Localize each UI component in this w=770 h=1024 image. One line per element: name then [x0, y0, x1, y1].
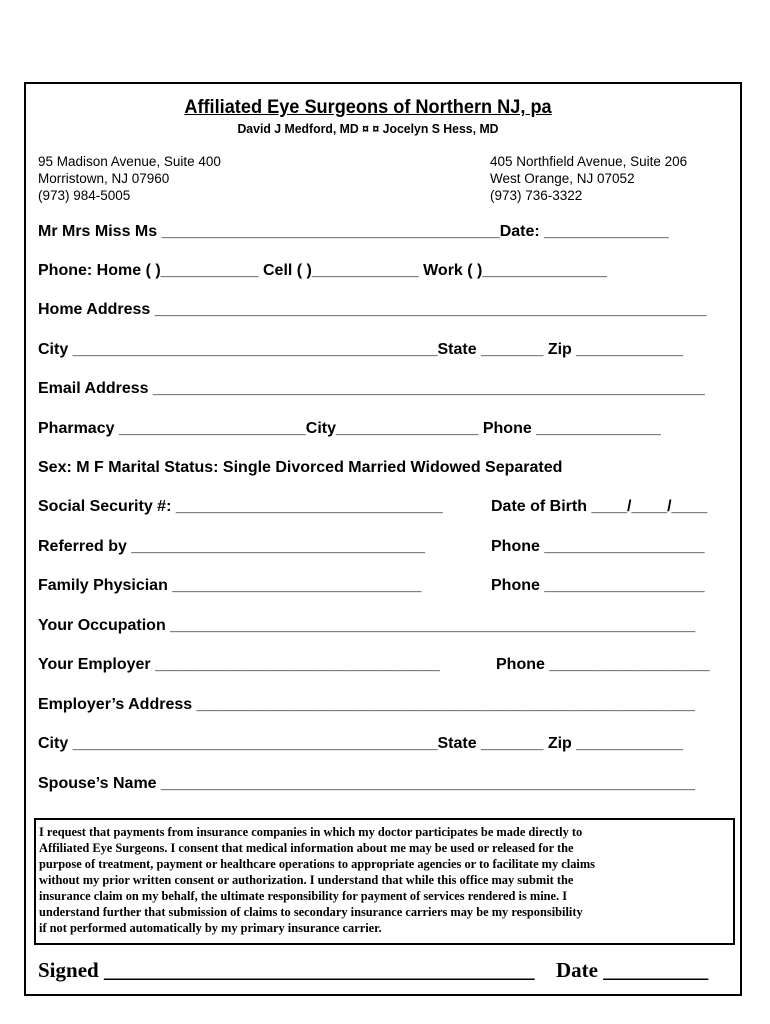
employer-address-field[interactable]: Employer’s Address ________________________________________________________ — [38, 696, 695, 713]
consent-line: insurance claim on my behalf, the ultimate responsibility for payment of services rendered is mine. I — [39, 889, 568, 903]
office-left-line: (973) 984-5005 — [38, 188, 131, 203]
consent-line: understand further that submission of claims to secondary insurance carriers may be my responsibility — [39, 905, 583, 919]
office-right-address — [490, 153, 687, 204]
signature-field[interactable]: Signed _________________________________________ — [38, 958, 535, 982]
office-left-line: Morristown, NJ 07960 — [38, 171, 170, 186]
insurance-consent-box — [34, 818, 735, 945]
doctors-line: David J Medford, MD ¤ ¤ Jocelyn S Hess, MD — [237, 121, 499, 136]
office-right-line: (973) 736-3322 — [490, 188, 583, 203]
physician-phone-field[interactable]: Phone __________________ — [491, 577, 705, 594]
referred-by-field[interactable]: Referred by _________________________________ — [38, 538, 426, 555]
office-left-line: 95 Madison Avenue, Suite 400 — [38, 154, 221, 169]
referred-phone-field[interactable]: Phone __________________ — [491, 538, 705, 555]
office-right-line: 405 Northfield Avenue, Suite 206 — [490, 154, 688, 169]
signature-date-field[interactable]: Date __________ — [556, 958, 709, 982]
employer-field[interactable]: Your Employer ________________________________ — [38, 656, 440, 673]
city-state-zip-field[interactable]: City _________________________________________State _______ Zip ____________ — [38, 341, 684, 358]
sex-marital-status[interactable]: Sex: M F Marital Status: Single Divorced Married Widowed Separated — [38, 459, 563, 476]
pharmacy-field[interactable]: Pharmacy _____________________City________________ Phone ______________ — [38, 420, 661, 437]
name-date-field[interactable]: Mr Mrs Miss Ms ______________________________________Date: ______________ — [38, 223, 669, 240]
phone-fields[interactable]: Phone: Home ( )___________ Cell ( )____________ Work ( )______________ — [38, 262, 607, 279]
office-right-line: West Orange, NJ 07052 — [490, 171, 635, 186]
consent-line: if not performed automatically by my primary insurance carrier. — [39, 921, 382, 935]
spouse-name-field[interactable]: Spouse’s Name ____________________________________________________________ — [38, 775, 695, 792]
consent-line: I request that payments from insurance companies in which my doctor participates be made directly to — [39, 825, 583, 839]
practice-title: Affiliated Eye Surgeons of Northern NJ, pa — [184, 97, 552, 118]
home-address-field[interactable]: Home Address ______________________________________________________________ — [38, 301, 707, 318]
office-left-address — [38, 153, 221, 204]
date-of-birth-field[interactable]: Date of Birth ____/____/____ — [491, 498, 708, 515]
ssn-field[interactable]: Social Security #: ______________________________ — [38, 498, 443, 515]
family-physician-field[interactable]: Family Physician ____________________________ — [38, 577, 422, 594]
consent-line: Affiliated Eye Surgeons. I consent that medical information about me may be used or released for the — [39, 841, 574, 855]
occupation-field[interactable]: Your Occupation ___________________________________________________________ — [38, 617, 696, 634]
email-address-field[interactable]: Email Address ______________________________________________________________ — [38, 380, 705, 397]
employer-phone-field[interactable]: Phone __________________ — [496, 656, 710, 673]
consent-line: without my prior written consent or authorization. I understand that while this office may submit the — [39, 873, 574, 887]
employer-city-state-zip-field[interactable]: City _________________________________________State _______ Zip ____________ — [38, 735, 684, 752]
consent-line: purpose of treatment, payment or healthcare operations to appropriate agencies or to facilitate my claims — [39, 857, 595, 871]
